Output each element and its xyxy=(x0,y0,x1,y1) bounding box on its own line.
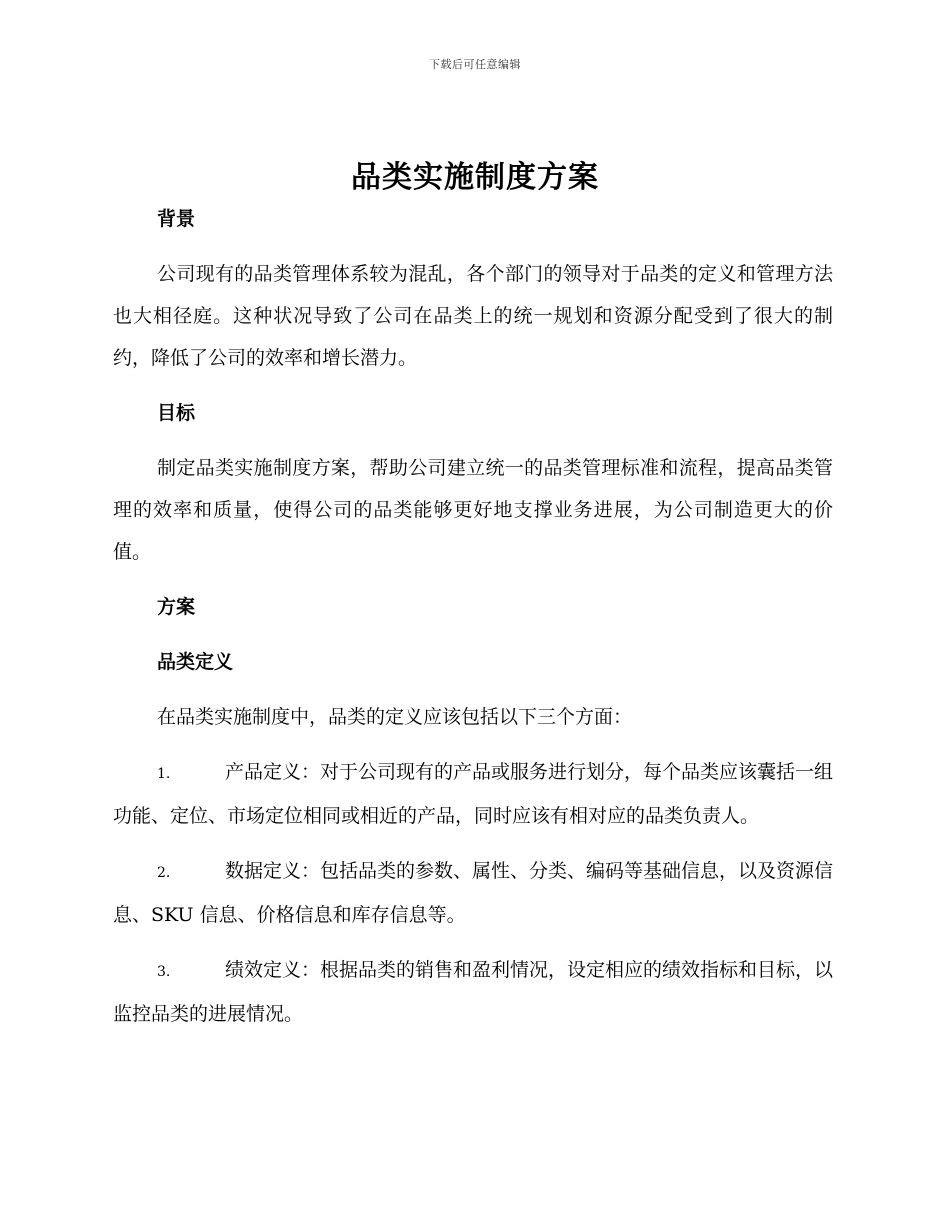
list-item-number: 1. xyxy=(157,766,171,782)
section-heading-goal: 目标 xyxy=(157,402,196,424)
list-item xyxy=(113,751,833,837)
section-heading-plan: 方案 xyxy=(157,596,196,618)
list-item-number: 2. xyxy=(157,865,171,881)
paragraph-definition-intro: 在品类实施制度中，品类的定义应该包括以下三个方面： xyxy=(157,706,633,728)
paragraph-goal: 制定品类实施制度方案，帮助公司建立统一的品类管理标准和流程，提高品类管理的效率和质量，使得公司的品类能够更好地支撑业务进展，为公司制造更大的价值。 xyxy=(113,457,833,563)
list-item xyxy=(113,949,833,1035)
section-heading-background: 背景 xyxy=(157,208,196,230)
list-item-number: 3. xyxy=(157,964,171,980)
list-item-text: 绩效定义：根据品类的销售和盈利情况，设定相应的绩效指标和目标，以监控品类的进展情况。 xyxy=(113,959,834,1025)
list-item xyxy=(113,850,833,936)
document-body xyxy=(113,198,833,1035)
page-header: 下载后可任意编辑 xyxy=(429,58,521,71)
section-heading-definition: 品类定义 xyxy=(157,651,234,673)
list-item-text: 产品定义：对于公司现有的产品或服务进行划分，每个品类应该囊括一组功能、定位、市场定位相同或相近的产品，同时应该有相对应的品类负责人。 xyxy=(113,761,834,827)
document-title: 品类实施制度方案 xyxy=(351,160,599,195)
list-item-text: 数据定义：包括品类的参数、属性、分类、编码等基础信息，以及资源信息、SKU 信息、价格信息和库存信息等。 xyxy=(113,860,834,926)
paragraph-background: 公司现有的品类管理体系较为混乱，各个部门的领导对于品类的定义和管理方法也大相径庭。这种状况导致了公司在品类上的统一规划和资源分配受到了很大的制约，降低了公司的效率和增长潜力。 xyxy=(113,263,833,369)
